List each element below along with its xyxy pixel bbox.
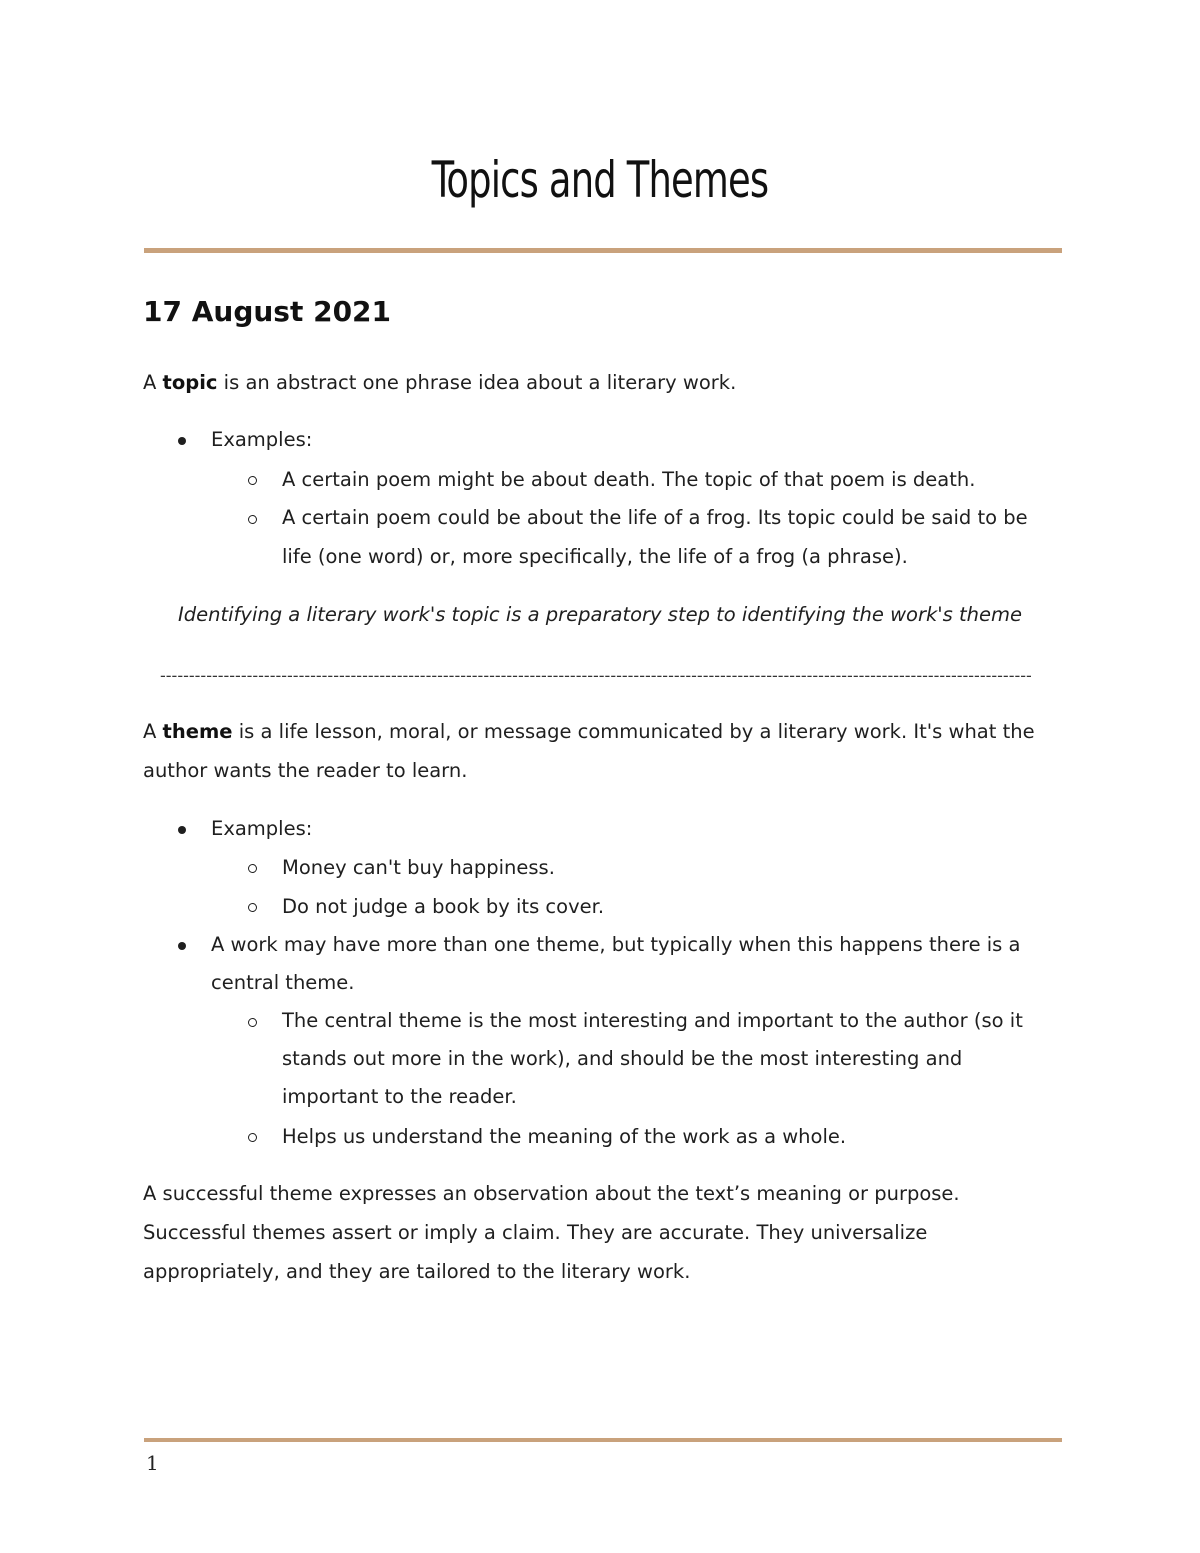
theme-definition-line-1 — [143, 713, 1035, 752]
bullet-circle-icon — [248, 476, 257, 485]
theme-suffix: is a life lesson, moral, or message communicated by a literary work. It's what the — [232, 720, 1035, 743]
theme-example-2: Do not judge a book by its cover. — [282, 895, 605, 918]
bullet-circle-icon — [248, 864, 257, 873]
footer-rule — [144, 1438, 1062, 1442]
date-heading: 17 August 2021 — [143, 295, 392, 328]
topic-note: Identifying a literary work's topic is a preparatory step to identifying the work's theme — [177, 603, 1023, 626]
theme-example-1: Money can't buy happiness. — [282, 856, 555, 879]
topic-example-2: A certain poem could be about the life of a frog. Its topic could be said to be — [282, 506, 1028, 529]
theme-examples-label: Examples: — [211, 817, 313, 840]
topic-examples-label: Examples: — [211, 428, 313, 451]
topic-example-1: A certain poem might be about death. The topic of that poem is death. — [282, 468, 976, 491]
topic-suffix: is an abstract one phrase idea about a literary work. — [217, 371, 737, 394]
topic-example-2-continued: life (one word) or, more specifically, the life of a frog (a phrase). — [282, 545, 908, 568]
central-theme-line-3: important to the reader. — [282, 1085, 517, 1108]
theme-prefix: A — [143, 720, 163, 743]
meaning-line: Helps us understand the meaning of the work as a whole. — [282, 1125, 847, 1148]
theme-term: theme — [162, 720, 233, 743]
page-number: 1 — [146, 1451, 159, 1475]
bullet-dot-icon — [178, 942, 186, 950]
topic-term: topic — [162, 371, 218, 394]
multi-theme-line-1: A work may have more than one theme, but typically when this happens there is a — [211, 933, 1021, 956]
bullet-circle-icon — [248, 903, 257, 912]
closing-line-1: A successful theme expresses an observation about the text’s meaning or purpose. — [143, 1182, 960, 1205]
bullet-circle-icon — [248, 1133, 257, 1142]
central-theme-line-1: The central theme is the most interesting and important to the author (so it — [282, 1009, 1023, 1032]
dashed-divider: ------------------------------------------------------------------------------------------------------------------------------------------------------- — [160, 666, 1032, 685]
bullet-dot-icon — [178, 826, 186, 834]
central-theme-line-2: stands out more in the work), and should be the most interesting and — [282, 1047, 963, 1070]
theme-definition-line-2: author wants the reader to learn. — [143, 759, 468, 782]
closing-line-2: Successful themes assert or imply a claim. They are accurate. They universalize — [143, 1221, 928, 1244]
header-rule — [144, 248, 1062, 253]
closing-line-3: appropriately, and they are tailored to the literary work. — [143, 1260, 691, 1283]
bullet-circle-icon — [248, 515, 257, 524]
topic-prefix: A — [143, 371, 163, 394]
topic-definition — [143, 364, 736, 403]
document-title: Topics and Themes — [431, 151, 769, 209]
multi-theme-line-2: central theme. — [211, 971, 355, 994]
bullet-dot-icon — [178, 437, 186, 445]
bullet-circle-icon — [248, 1018, 257, 1027]
